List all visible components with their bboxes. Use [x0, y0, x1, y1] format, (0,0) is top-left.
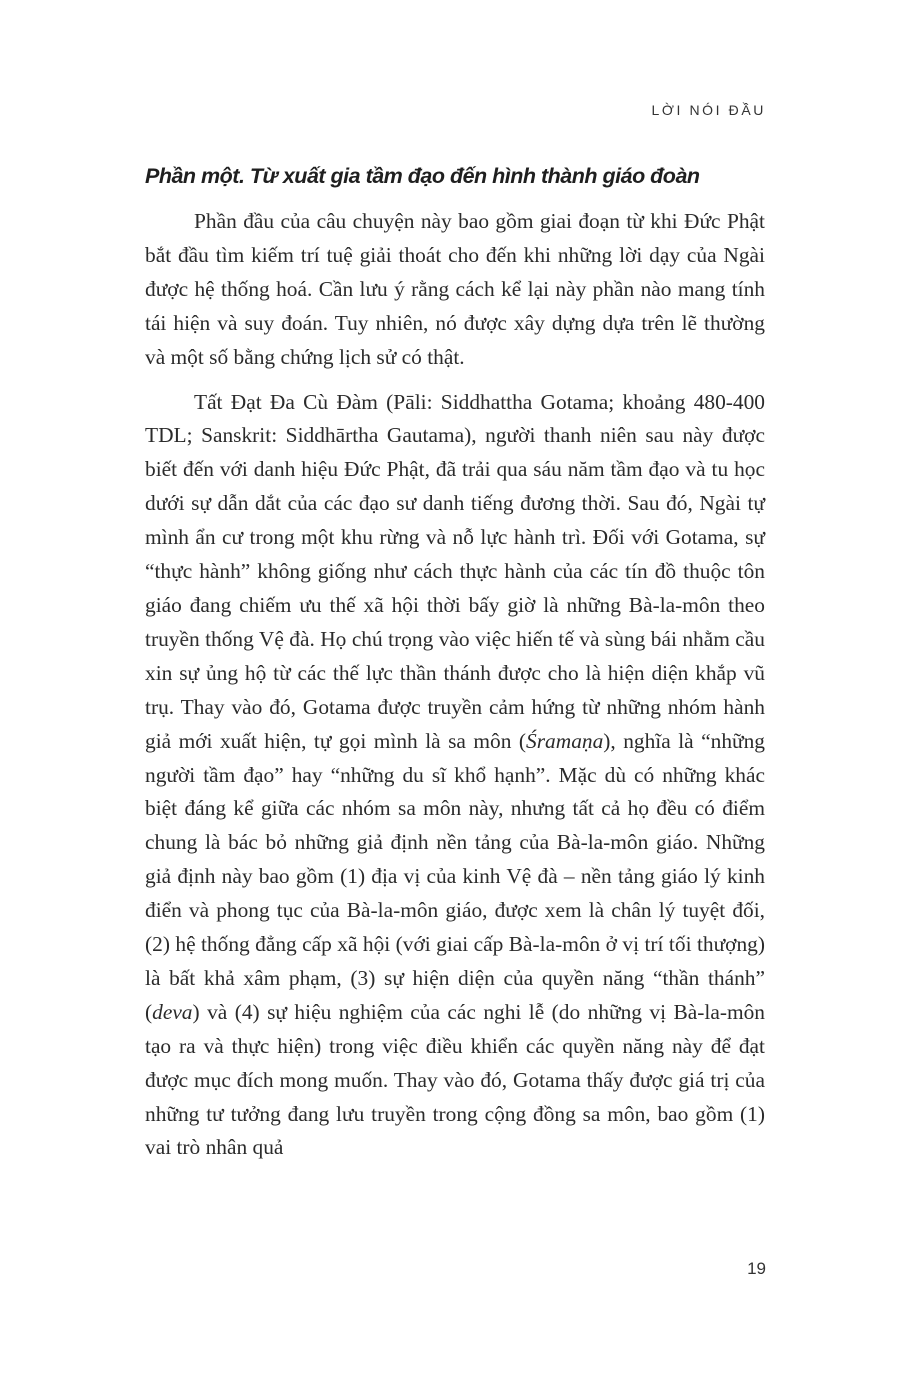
paragraph-2-text-b: ), nghĩa là “những người tầm đạo” hay “những du sĩ khổ hạnh”. Mặc dù có những khác biệt đáng kể giữa các nhóm sa môn này, nhưng tất cả họ đều có điểm chung là bác bỏ những giả định nền tảng của Bà-la-môn giáo. Những giả định này bao gồm (1) địa vị của kinh Vệ đà – nền tảng giáo lý kinh điển và phong tục của Bà-la-môn giáo, được xem là chân lý tuyệt đối, (2) hệ thống đẳng cấp xã hội (với giai cấp Bà-la-môn ở vị trí tối thượng) là bất khả xâm phạm, (3) sự hiện diện của quyền năng “thần thánh” (	[145, 728, 766, 1024]
running-header: LỜI NÓI ĐẦU	[651, 102, 766, 118]
page-number: 19	[747, 1259, 766, 1278]
paragraph-2-text-a: Tất Đạt Đa Cù Đàm (Pāli: Siddhattha Gotama; khoảng 480-400 TDL; Sanskrit: Siddhārtha Gautama), người thanh niên sau này được biết đến với danh hiệu Đức Phật, đã trải qua sáu năm tầm đạo và tu học dưới sự dẫn dắt của các đạo sư danh tiếng đương thời. Sau đó, Ngài tự mình ẩn cư trong một khu rừng và nỗ lực hành trì. Đối với Gotama, sự “thực hành” không giống như cách thực hành của các tín đồ thuộc tôn giáo đang chiếm ưu thế xã hội thời bấy giờ là những Bà-la-môn theo truyền thống Vệ đà. Họ chú trọng vào việc hiến tế và sùng bái nhằm cầu xin sự ủng hộ từ các thế lực thần thánh được cho là hiện diện khắp vũ trụ. Thay vào đó, Gotama được truyền cảm hứng từ những nhóm hành giả mới xuất hiện, tự gọi mình là sa môn (	[145, 389, 765, 753]
term-deva: deva	[152, 999, 193, 1024]
section-title: Phần một. Từ xuất gia tầm đạo đến hình thành giáo đoàn	[145, 164, 700, 188]
paragraph-1: Phần đầu của câu chuyện này bao gồm giai đoạn từ khi Đức Phật bắt đầu tìm kiếm trí tuệ giải thoát cho đến khi những lời dạy của Ngài được hệ thống hoá. Cần lưu ý rằng cách kể lại này phần nào mang tính tái hiện và suy đoán. Tuy nhiên, nó được xây dựng dựa trên lẽ thường và một số bằng chứng lịch sử có thật.	[145, 209, 765, 369]
paragraph-2	[145, 386, 765, 1166]
paragraph-2-text-c: ) và (4) sự hiệu nghiệm của các nghi lễ (do những vị Bà-la-môn tạo ra và thực hiện) trong việc điều khiển các quyền năng này để đạt được mục đích mong muốn. Thay vào đó, Gotama thấy được giá trị của những tư tưởng đang lưu truyền trong cộng đồng sa môn, bao gồm (1) vai trò nhân quả	[145, 999, 765, 1160]
term-sramana: Śramaṇa	[526, 728, 604, 753]
body-text	[145, 205, 765, 1165]
